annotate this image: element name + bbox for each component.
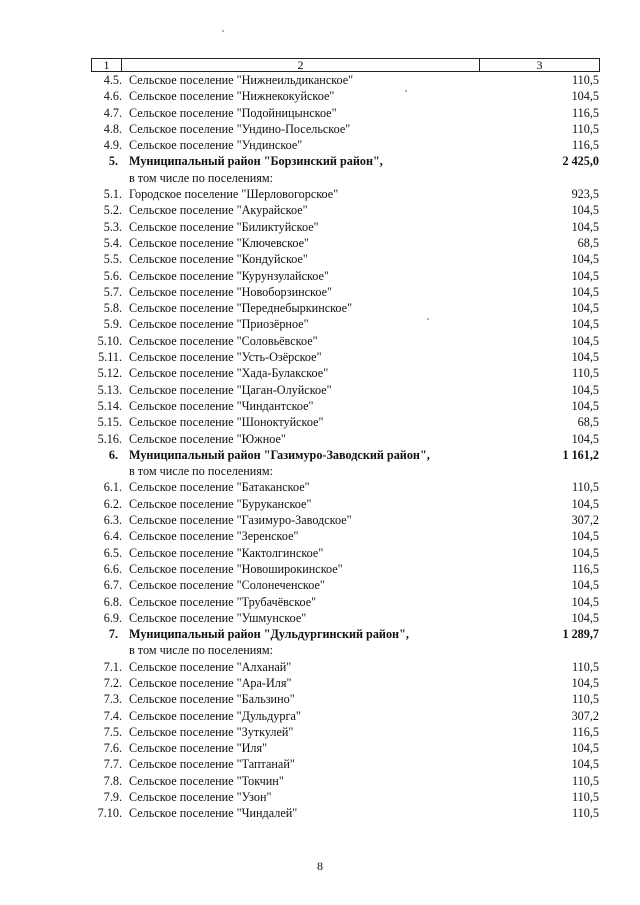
row-name: Сельское поселение "Зуткулей" [129,724,294,739]
row-value: 104,5 [571,741,599,756]
row-value: 1 161,2 [562,447,599,462]
row-number: 5.8. [103,301,122,316]
row-number: 7.3. [103,692,122,707]
row-name: Сельское поселение "Акурайское" [129,203,308,218]
row-number: 5.13. [97,382,122,397]
row-value: 116,5 [572,561,599,576]
row-number: 5.12. [97,366,122,381]
table-row [0,496,640,512]
row-number: 5.6. [103,268,122,283]
row-name: Сельское поселение "Ара-Иля" [129,675,292,690]
table-row [0,659,640,675]
row-value: 307,2 [571,513,599,528]
row-name: Сельское поселение "Чиндантское" [129,398,314,413]
row-number: 6.5. [103,545,122,560]
row-value: 110,5 [572,773,599,788]
table-row [0,398,640,414]
table-body [0,72,640,822]
table-row [0,528,640,544]
row-name: Сельское поселение "Чиндалей" [129,806,298,821]
row-number: 5. [108,154,118,169]
row-number: 7.4. [103,708,122,723]
row-number: 5.10. [97,333,122,348]
row-value: 104,5 [571,578,599,593]
row-value: 116,5 [572,138,599,153]
header-col-2: 2 [122,59,480,71]
table-header-row [91,58,600,72]
row-number: 6.8. [103,594,122,609]
row-value: 110,5 [572,121,599,136]
row-number: 7.1. [103,659,122,674]
row-name: Сельское поселение "Южное" [129,431,286,446]
row-name: Сельское поселение "Токчин" [129,773,284,788]
row-value: 116,5 [572,105,599,120]
row-value: 104,5 [571,382,599,397]
row-value: 104,5 [571,529,599,544]
row-number: 4.7. [103,105,122,120]
row-number: 7.2. [103,675,122,690]
table-row [0,121,640,137]
table-row [0,789,640,805]
row-number: 6.6. [103,561,122,576]
district-total-row [0,626,640,642]
table-row [0,284,640,300]
row-value: 104,5 [571,89,599,104]
header-col-3: 3 [536,58,543,72]
row-value: 104,5 [571,333,599,348]
scan-speck [222,30,224,32]
row-name: Сельское поселение "Новоширокинское" [129,561,343,576]
row-name: Сельское поселение "Курунзулайское" [129,268,329,283]
row-name: Сельское поселение "Кактолгинское" [129,545,324,560]
row-name: Сельское поселение "Иля" [129,741,268,756]
row-number: 6. [108,447,118,462]
row-name: Сельское поселение "Усть-Озёрское" [129,350,322,365]
row-value: 104,5 [571,317,599,332]
row-number: 6.7. [103,578,122,593]
row-value: 110,5 [572,480,599,495]
row-value: 104,5 [571,398,599,413]
row-name: Сельское поселение "Солонеченское" [129,578,325,593]
row-name: Сельское поселение "Бальзино" [129,692,295,707]
table-row [0,137,640,153]
row-name: Сельское поселение "Газимуро-Заводское" [129,513,352,528]
table-row [0,382,640,398]
row-number: 5.9. [103,317,122,332]
row-name: Сельское поселение "Ундинское" [129,138,303,153]
table-row [0,268,640,284]
row-name: Муниципальный район "Борзинский район", [129,154,383,169]
row-name: Сельское поселение "Приозёрное" [129,317,309,332]
table-row [0,235,640,251]
row-value: 104,5 [571,757,599,772]
row-value: 1 289,7 [562,627,599,642]
table-row [0,219,640,235]
row-name: Сельское поселение "Дульдурга" [129,708,301,723]
row-name: Сельское поселение "Кондуйское" [129,252,308,267]
row-number: 4.9. [103,138,122,153]
table-row [0,186,640,202]
row-name: Муниципальный район "Газимуро-Заводский район", [129,447,430,462]
row-number: 6.4. [103,529,122,544]
row-value: 104,5 [571,284,599,299]
row-number: 4.8. [103,121,122,136]
row-value: 68,5 [577,235,599,250]
table-row [0,805,640,821]
row-number: 4.5. [103,73,122,87]
scan-speck [405,90,407,92]
row-number: 5.16. [97,431,122,446]
row-value: 110,5 [572,806,599,821]
table-row [0,463,640,479]
row-value: 104,5 [571,203,599,218]
row-number: 5.15. [97,415,122,430]
table-row [0,316,640,332]
table-row [0,512,640,528]
table-row [0,642,640,658]
row-name: Сельское поселение "Батаканское" [129,480,310,495]
row-value: 104,5 [571,301,599,316]
table-row [0,349,640,365]
table-row [0,170,640,186]
row-name: Сельское поселение "Зеренское" [129,529,299,544]
row-value: 104,5 [571,675,599,690]
table-row [0,691,640,707]
row-number: 7.5. [103,724,122,739]
table-row [0,300,640,316]
row-value: 110,5 [572,790,599,805]
row-value: 104,5 [571,219,599,234]
row-name: Сельское поселение "Цаган-Олуйское" [129,382,332,397]
row-name: Сельское поселение "Нижнекокуйское" [129,89,335,104]
header-col-1: 1 [92,59,122,71]
table-row [0,594,640,610]
row-name: Городское поселение "Шерловогорское" [129,187,339,202]
table-row [0,414,640,430]
row-name: Сельское поселение "Ушмунское" [129,610,307,625]
row-name: Сельское поселение "Новоборзинское" [129,284,332,299]
row-value: 116,5 [572,724,599,739]
row-name: Сельское поселение "Хада-Булакское" [129,366,329,381]
row-value: 104,5 [571,268,599,283]
row-name: в том числе по поселениям: [129,464,273,479]
row-number: 5.11. [98,350,122,365]
table-row [0,675,640,691]
district-total-row [0,447,640,463]
row-value: 104,5 [571,252,599,267]
table-row [0,105,640,121]
table-row [0,431,640,447]
row-name: Сельское поселение "Узон" [129,790,272,805]
row-number: 6.1. [103,480,122,495]
row-name: Сельское поселение "Соловьёвское" [129,333,318,348]
table-row [0,545,640,561]
row-name: в том числе по поселениям: [129,643,273,658]
row-number: 5.2. [103,203,122,218]
row-name: Сельское поселение "Нижнеильдиканское" [129,73,354,87]
row-value: 104,5 [571,545,599,560]
row-number: 5.3. [103,219,122,234]
row-number: 7.8. [103,773,122,788]
table-row [0,88,640,104]
row-value: 68,5 [577,415,599,430]
row-number: 5.14. [97,398,122,413]
table-row [0,724,640,740]
row-value: 104,5 [571,350,599,365]
table-row [0,756,640,772]
table-row [0,740,640,756]
row-number: 7.9. [103,790,122,805]
row-name: Муниципальный район "Дульдургинский район", [129,627,409,642]
row-number: 6.3. [103,513,122,528]
row-value: 110,5 [572,366,599,381]
row-value: 104,5 [571,496,599,511]
table-row [0,479,640,495]
page-number: 8 [317,859,323,873]
row-number: 5.5. [103,252,122,267]
row-name: Сельское поселение "Ундино-Посельское" [129,121,351,136]
row-name: Сельское поселение "Подойницынское" [129,105,337,120]
row-name: Сельское поселение "Таптанай" [129,757,295,772]
row-value: 2 425,0 [562,154,599,169]
table-row [0,610,640,626]
table-row [0,72,640,88]
row-number: 4.6. [103,89,122,104]
row-value: 110,5 [572,73,599,87]
table-row [0,708,640,724]
row-name: Сельское поселение "Трубачёвское" [129,594,317,609]
row-number: 5.1. [103,187,122,202]
table-row [0,561,640,577]
row-value: 110,5 [572,659,599,674]
row-number: 7.6. [103,741,122,756]
row-number: 6.2. [103,496,122,511]
row-name: Сельское поселение "Буруканское" [129,496,312,511]
row-name: Сельское поселение "Шоноктуйское" [129,415,324,430]
district-total-row [0,153,640,169]
row-name: Сельское поселение "Биликтуйское" [129,219,319,234]
row-value: 110,5 [572,692,599,707]
row-name: в том числе по поселениям: [129,170,273,185]
row-name: Сельское поселение "Переднебыркинское" [129,301,353,316]
row-name: Сельское поселение "Алханай" [129,659,292,674]
row-value: 104,5 [571,594,599,609]
row-number: 7.10. [97,806,122,821]
row-name: Сельское поселение "Ключевское" [129,235,310,250]
row-number: 7. [108,627,118,642]
table-row [0,251,640,267]
row-number: 7.7. [103,757,122,772]
row-value: 104,5 [571,431,599,446]
row-number: 6.9. [103,610,122,625]
table-row [0,365,640,381]
row-number: 5.7. [103,284,122,299]
row-value: 923,5 [571,187,599,202]
table-row [0,333,640,349]
table-row [0,577,640,593]
table-row [0,202,640,218]
row-value: 307,2 [571,708,599,723]
table-row [0,773,640,789]
row-value: 104,5 [571,610,599,625]
scan-speck [427,318,429,320]
row-number: 5.4. [103,235,122,250]
